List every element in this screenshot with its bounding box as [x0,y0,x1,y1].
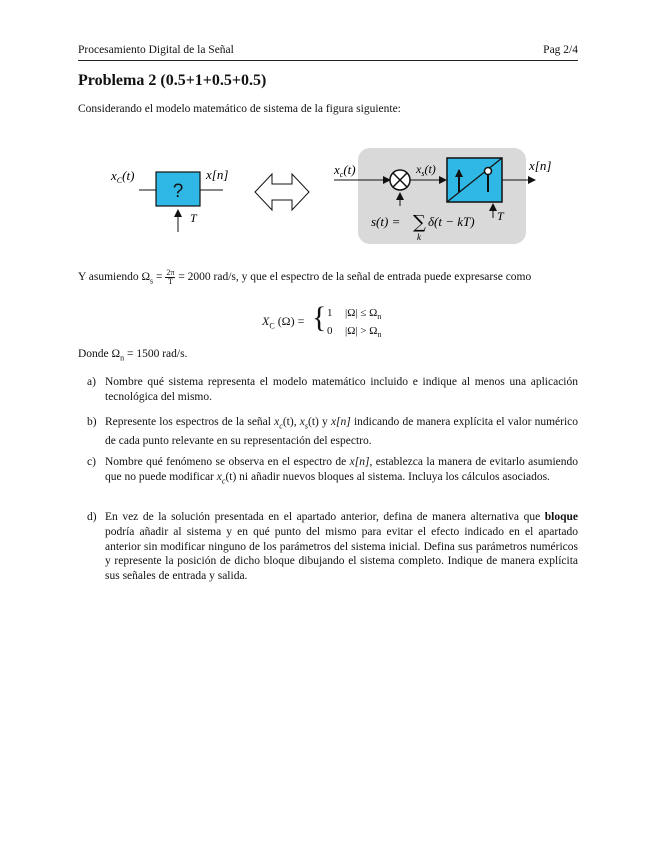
page-number: Pag 2/4 [543,44,578,56]
eq-lhs-var: X [262,314,270,328]
case-1-condition: |Ω| ≤ Ω [345,307,378,319]
case-2-value: 0 [327,325,333,338]
left-param-label: T [190,211,197,225]
sampling-fraction [165,269,175,286]
question-d-label: d) [87,511,97,523]
equivalence-arrow-icon [255,174,309,210]
donde-text: Donde Ω [78,348,121,360]
right-param-label: T [497,209,504,223]
unknown-system-mark: ? [172,181,184,202]
equation-lhs [262,314,304,330]
cutoff-definition [78,348,187,362]
para-sub: s [150,276,154,286]
case-1-value: 1 [327,307,333,319]
question-b [87,415,578,449]
right-output-label: x[n] [529,158,552,173]
question-a-label: a) [87,376,96,388]
sampling-system-diagram [333,148,551,244]
case-2-sub: n [377,330,382,340]
question-c-label: c) [87,456,96,468]
question-d [87,510,578,584]
cases-brace: { [312,301,327,334]
impulse-train-equation-rhs: δ(t − kT) [428,214,475,229]
para-eq: = [153,271,166,284]
unknown-system-diagram [110,167,228,232]
case-2 [327,324,381,342]
donde-sub: n [120,353,125,363]
question-a [87,375,578,405]
page-header [78,44,578,61]
fraction-denominator: T [167,277,173,286]
right-input-label: $x_c(t)$ [334,162,356,179]
question-d-text: En vez de la solución presentada en el apartado anterior, defina de manera alternativa que bloque podría añadir al sistema y en qué punto del mismo para evitar el efecto indicado en el apartado anterior sin modificar ninguno de los parámetros del sistema inicial. Defina sus parámetros numéricos y represente la posición de dicho bloque dibujando el sistema completo. Indique de manera explícita sus señales de entrada y salida. [105,511,578,583]
case-2-condition: |Ω| > Ω [345,325,378,338]
para-text-1: Y asumiendo Ω [78,271,150,284]
impulse-train-index: k [417,232,421,242]
problem-intro: Considerando el modelo matemático de sistema de la figura siguiente: [78,103,401,115]
sampled-signal-label: $x_s(t)$ [416,162,436,178]
impulse-train-sum: ∑ [413,212,426,233]
left-input-label: $x_C(t)$ [111,168,135,185]
case-1-sub: n [377,312,382,322]
question-c [87,455,578,489]
eq-lhs-sub: C [269,321,275,331]
question-a-text: Nombre qué sistema representa el modelo matemático incluido e indique al menos una aplicación tecnológica del mismo. [105,376,578,403]
question-b-label: b) [87,416,97,428]
equation-cases [327,306,381,342]
sampling-assumption-paragraph [78,269,578,288]
problem-title: Problema 2 (0.5+1+0.5+0.5) [78,72,267,89]
impulse-train-equation-lhs: s(t) = [371,214,401,229]
fraction-numerator: 2π [166,268,175,277]
system-figure [95,140,565,250]
eq-lhs-arg: (Ω) = [274,314,305,328]
question-b-text: Represente los espectros de la señal $x_c(t)$, $x_s(t)$ y x[n] indicando de manera explícita el valor numérico de cada punto relevante en su representación del espectro. [105,416,578,448]
question-c-text: Nombre qué fenómeno se observa en el espectro de x[n], establezca la manera de evitarlo asumiendo que no puede modificar $x_c(t)$ ni añadir nuevos bloques al sistema. Incluya los cálculos asociados. [105,456,578,486]
donde-rest: = 1500 rad/s. [124,348,188,360]
course-name: Procesamiento Digital de la Señal [78,44,234,56]
sample-symbol-icon [485,168,492,175]
para-text-2: = 2000 rad/s, y que el espectro de la señal de entrada puede expresarse como [175,271,532,284]
case-1 [327,306,381,324]
left-output-label: x[n] [206,167,229,182]
